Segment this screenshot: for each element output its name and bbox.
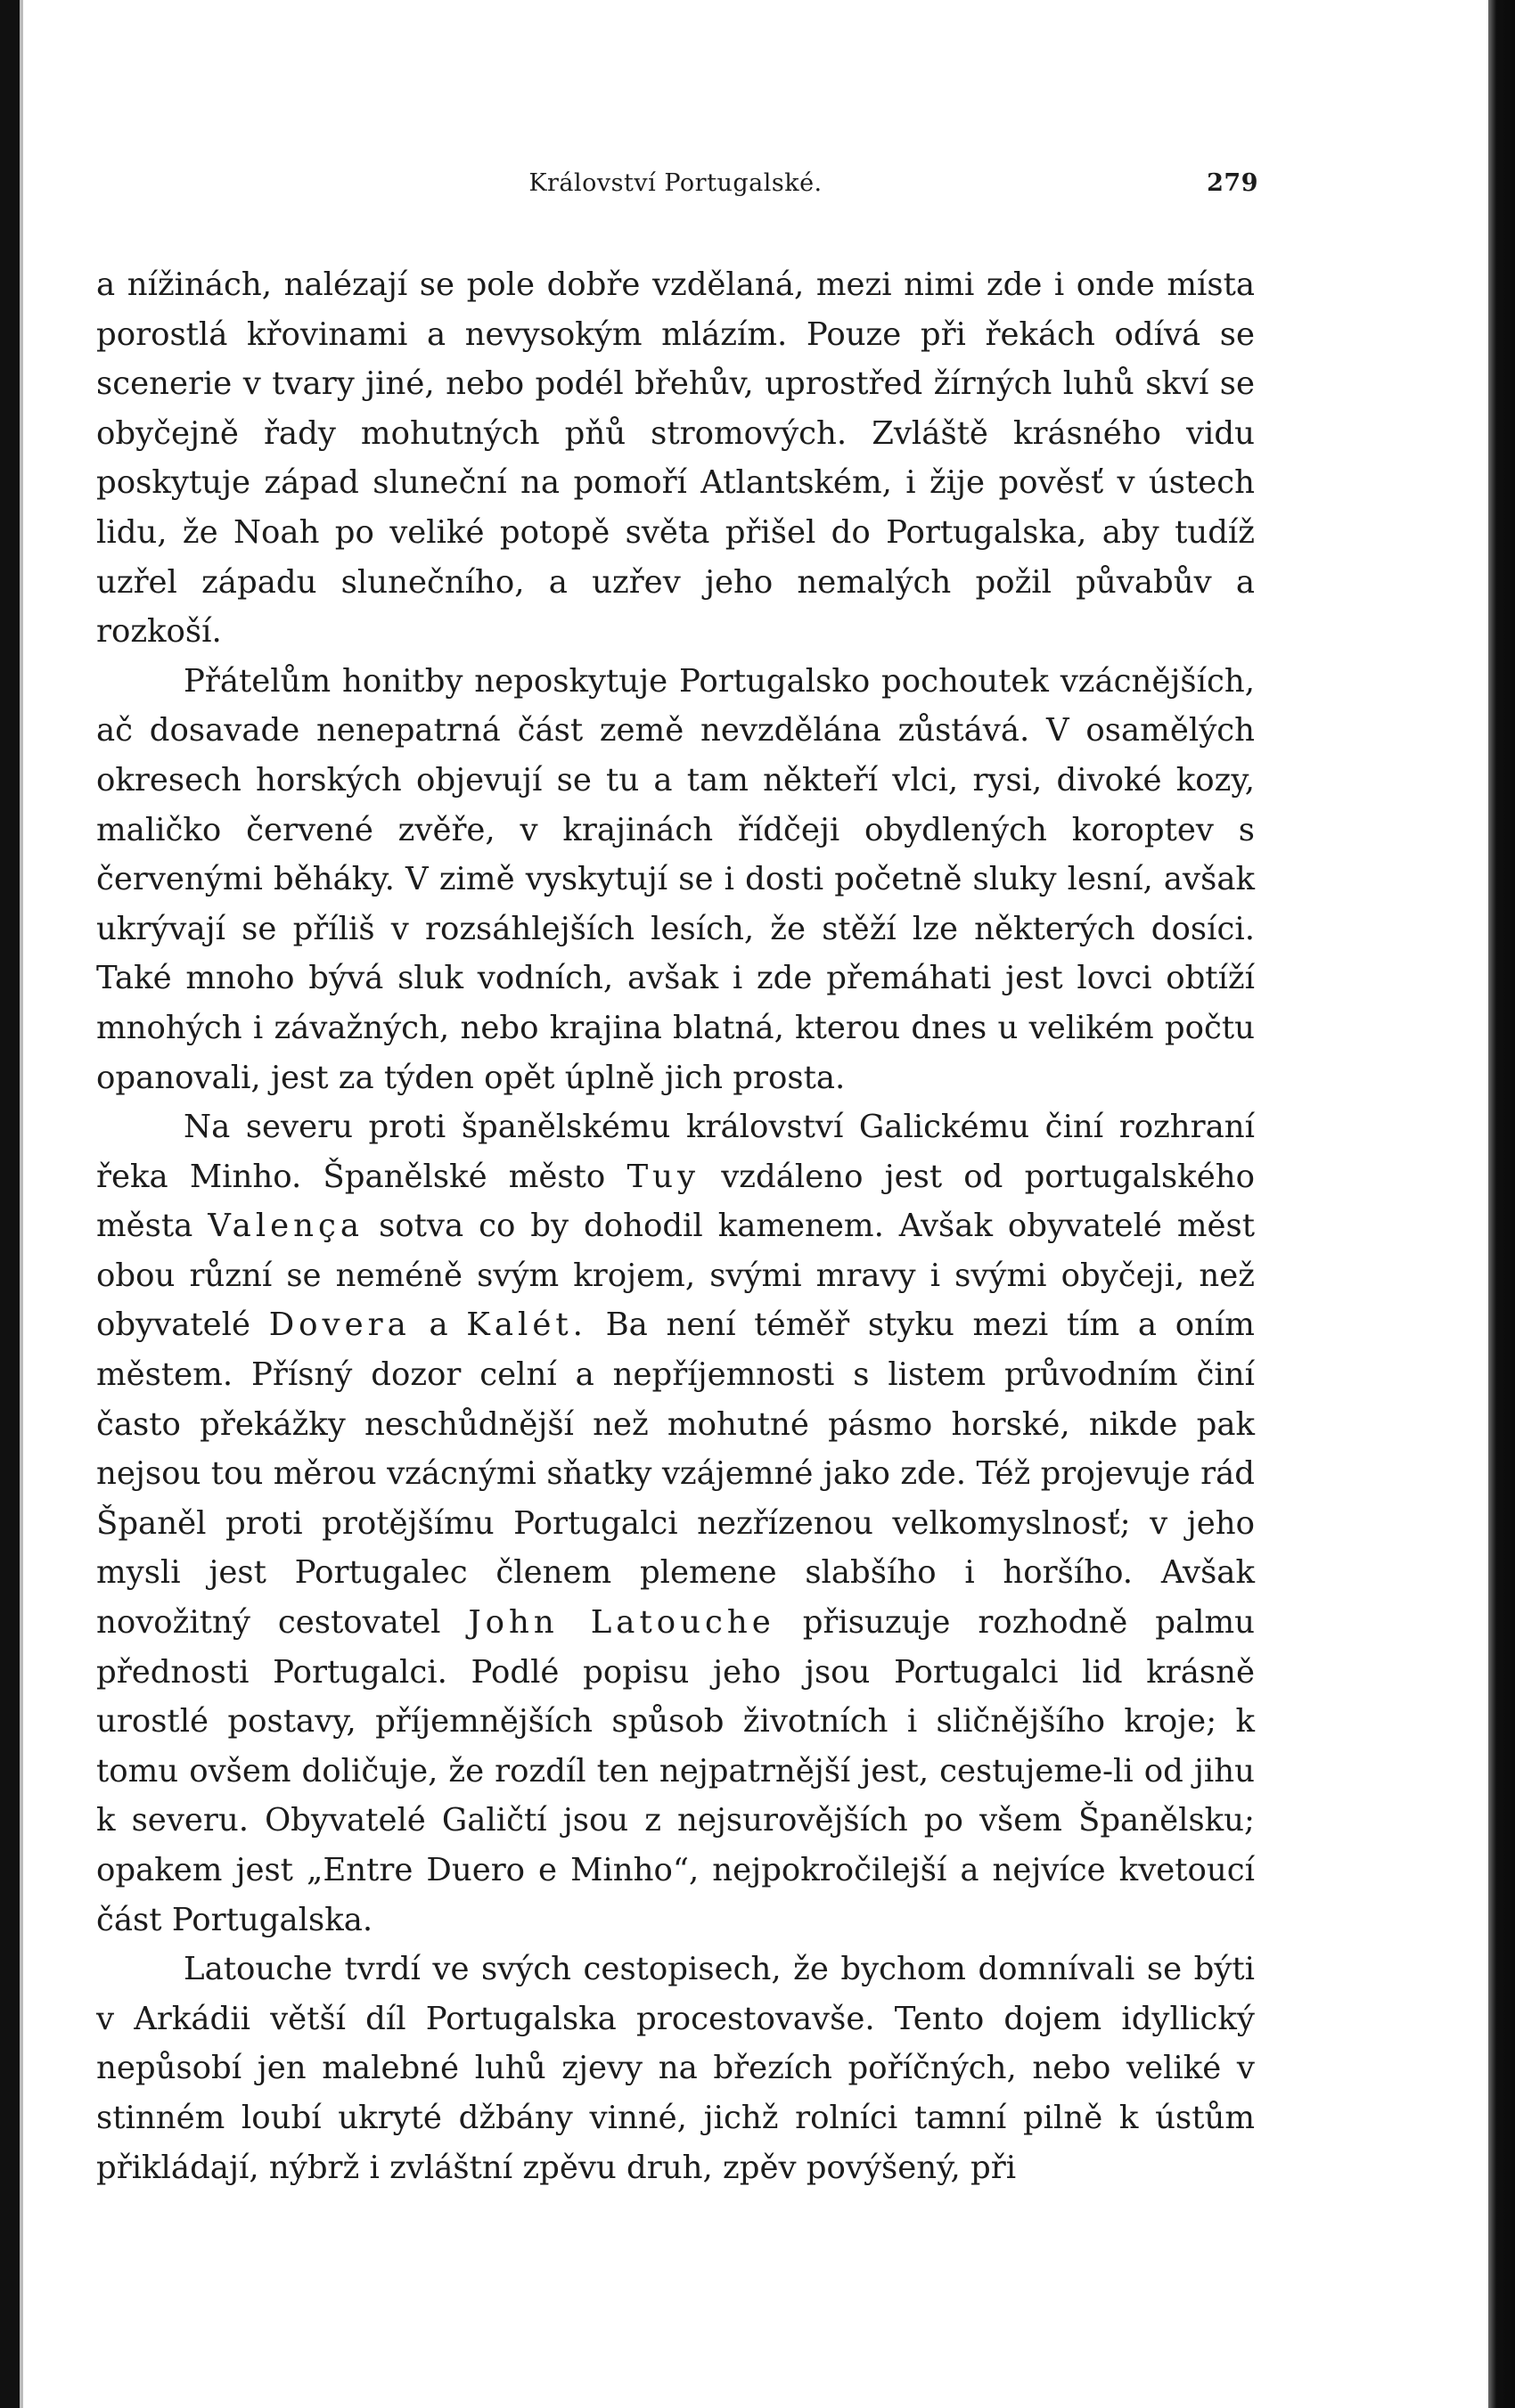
paragraph-3-part-3: sotva co by dohodil kamenem. Avšak obyvatelé měst obou různí se neméně svým krojem, svými mravy i svými obyčeji, než obyvatelé <box>96 1208 1255 1344</box>
paragraph-3-part-2: vzdáleno jest od portugalského města <box>96 1158 1255 1245</box>
running-title: Království Portugalské. <box>528 169 823 197</box>
paragraph-2: Přátelům honitby neposkytuje Portugalsko pochoutek vzácnějších, ač dosavade nenepatrná část země nevzdělána zůstává. V osamělých okresech horských objevují se tu a tam někteří vlci, rysi, divoké kozy, maličko červené zvěře, v krajinách řídčeji obydlených koroptev s červenými běháky. V zimě vyskytují se i dosti početně sluky lesní, avšak ukrývají se příliš v rozsáhlejších lesích, že stěží lze některých dosíci. Také mnoho bývá sluk vodních, avšak i zde přemáhati jest lovci obtíží mnohých i závažných, nebo krajina blatná, kterou dnes u velikém počtu opanovali, jest za týden opět úplně jich prosta. <box>96 662 1255 1096</box>
book-page <box>96 169 1258 2192</box>
running-head <box>96 169 1258 214</box>
scan-edge-left-inner <box>20 0 23 2408</box>
spaced-name-latouche: John Latouche <box>468 1604 775 1642</box>
body-text <box>96 260 1255 2192</box>
spaced-name-dovera: Dovera <box>268 1306 411 1344</box>
paragraph-3-part-5: přisuzuje rozhodně palmu přednosti Portugalci. Podlé popisu jeho jsou Portugalci lid krásně urostlé postavy, příjemnějších spůsob životních i sličnějšího kroje; k tomu ovšem doličuje, že rozdíl ten nejpatrnější jest, cestujeme-li od jihu k severu. Obyvatelé Galičtí jsou z nejsurovějších po všem Španělsku; opakem jest „Entre Duero e Minho“, nejpokročilejší a nejvíce kvetoucí část Portugalska. <box>96 1604 1255 1938</box>
spaced-name-valenca: Valença <box>208 1208 364 1245</box>
paragraph-3-part-4: Ba není téměř styku mezi tím a oním městem. Přísný dozor celní a nepříjemnosti s listem průvodním činí často překážky neschůdnější než mohutné pásmo horské, nikde pak nejsou tou měrou vzácnými sňatky vzájemné jako zde. Též projevuje rád Španěl proti protějšímu Portugalci nezřízenou velkomyslnosť; v jeho mysli jest Portugalec členem plemene slabšího i horšího. Avšak novožitný cestovatel <box>96 1306 1255 1642</box>
page-number: 279 <box>1207 169 1258 197</box>
spaced-name-tuy: Tuy <box>626 1158 700 1195</box>
paragraph-1: a nížinách, nalézají se pole dobře vzdělaná, mezi nimi zde i onde místa porostlá křovinami a nevysokým mlázím. Pouze při řekách odívá se scenerie v tvary jiné, nebo podél břehův, uprostřed žírných luhů skví se obyčejně řady mohutných pňů stromových. Zvláště krásného vidu poskytuje západ sluneční na pomoří Atlantském, i žije pověsť v ústech lidu, že Noah po veliké potopě světa přišel do Portugalska, aby tudíž uzřel západu slunečního, a uzřev jeho nemalých požil půvabův a rozkoší. <box>96 266 1255 651</box>
paragraph-3 <box>96 1102 1255 1945</box>
scan-edge-left <box>0 0 20 2408</box>
scan-edge-right <box>1488 0 1515 2408</box>
paragraph-3-part-1: Na severu proti španělskému království Galickému činí rozhraní řeka Minho. Španělské město <box>96 1109 1255 1195</box>
paragraph-3-conjunction: a <box>429 1306 448 1344</box>
paragraph-4: Latouche tvrdí ve svých cestopisech, že bychom domnívali se býti v Arkádii větší díl Portugalska procestovavše. Tento dojem idyllický nepůsobí jen malebné luhů zjevy na březích poříčných, nebo veliké v stinném loubí ukryté džbány vinné, jichž rolníci tamní pilně k ústům přikládají, nýbrž i zvláštní zpěvu druh, zpěv povýšený, při <box>96 1951 1255 2186</box>
spaced-name-kalet: Kalét. <box>466 1306 587 1344</box>
